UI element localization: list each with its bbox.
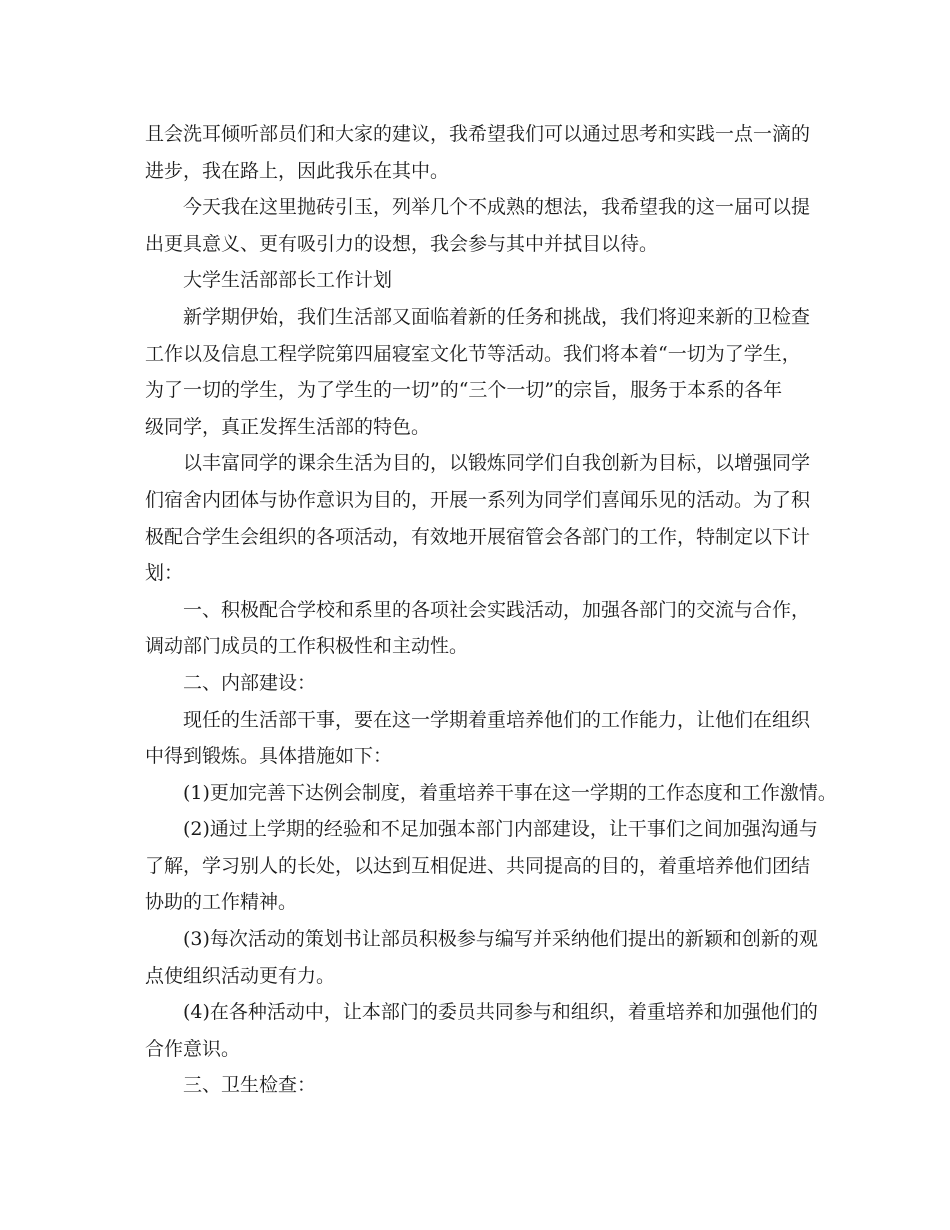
text-line: (1)更加完善下达例会制度，着重培养干事在这一学期的工作态度和工作激情。: [183, 781, 837, 804]
text-line: 协助的工作精神。: [145, 891, 298, 914]
text-line: 新学期伊始，我们生活部又面临着新的任务和挑战，我们将迎来新的卫检查: [183, 305, 811, 328]
paragraph: [145, 921, 820, 994]
text-line: 三、卫生检查：: [183, 1074, 317, 1097]
paragraph: [145, 445, 820, 591]
text-line: 调动部门成员的工作积极性和主动性。: [145, 635, 469, 658]
paragraph: [145, 116, 820, 189]
text-line: (3)每次活动的策划书让部员积极参与编写并采纳他们提出的新颖和创新的观: [183, 928, 818, 951]
text-line: 为了一切的学生，为了学生的一切”的“三个一切”的宗旨，服务于本系的各年: [145, 379, 783, 402]
text-line: 今天我在这里抛砖引玉，列举几个不成熟的想法，我希望我的这一届可以提: [183, 196, 811, 219]
text-line: 点使组织活动更有力。: [145, 964, 336, 987]
paragraph: [145, 811, 820, 921]
paragraph: [145, 262, 820, 299]
paragraph: [145, 299, 820, 445]
text-line: 一、积极配合学校和系里的各项社会实践活动，加强各部门的交流与合作，: [183, 598, 811, 621]
paragraph: [145, 775, 837, 812]
text-line: 且会洗耳倾听部员们和大家的建议，我希望我们可以通过思考和实践一点一滴的: [145, 123, 811, 145]
paragraph: [145, 994, 820, 1067]
text-line: 进步，我在路上，因此我乐在其中。: [145, 159, 450, 182]
text-line: 们宿舍内团体与协作意识为目的，开展一系列为同学们喜闻乐见的活动。为了积: [145, 488, 811, 511]
paragraph: [145, 592, 820, 665]
text-line: 合作意识。: [145, 1037, 241, 1060]
paragraph: [145, 665, 820, 702]
paragraph: [145, 189, 820, 262]
text-line: (4)在各种活动中，让本部门的委员共同参与和组织，着重培养和加强他们的: [183, 1001, 818, 1024]
text-line: 以丰富同学的课余生活为目的，以锻炼同学们自我创新为目标，以增强同学: [183, 452, 811, 475]
paragraph: [145, 1067, 820, 1104]
text-line: (2)通过上学期的经验和不足加强本部门内部建设，让干事们之间加强沟通与: [183, 818, 818, 841]
text-line: 大学生活部部长工作计划: [183, 269, 393, 292]
text-line: 现任的生活部干事，要在这一学期着重培养他们的工作能力，让他们在组织: [183, 708, 811, 731]
text-line: 了解，学习别人的长处，以达到互相促进、共同提高的目的，着重培养他们团结: [145, 854, 811, 877]
paragraph: [145, 702, 820, 775]
text-line: 出更具意义、更有吸引力的设想，我会参与其中并拭目以待。: [145, 232, 659, 255]
text-line: 二、内部建设：: [183, 671, 317, 694]
text-line: 中得到锻炼。具体措施如下：: [145, 745, 393, 768]
text-line: 级同学，真正发挥生活部的特色。: [145, 415, 431, 438]
document-body: [145, 116, 837, 1104]
text-line: 极配合学生会组织的各项活动，有效地开展宿管会各部门的工作，特制定以下计: [145, 525, 811, 548]
text-line: 工作以及信息工程学院第四届寝室文化节等活动。我们将本着“一切为了学生，: [145, 342, 801, 365]
text-line: 划：: [145, 562, 184, 585]
